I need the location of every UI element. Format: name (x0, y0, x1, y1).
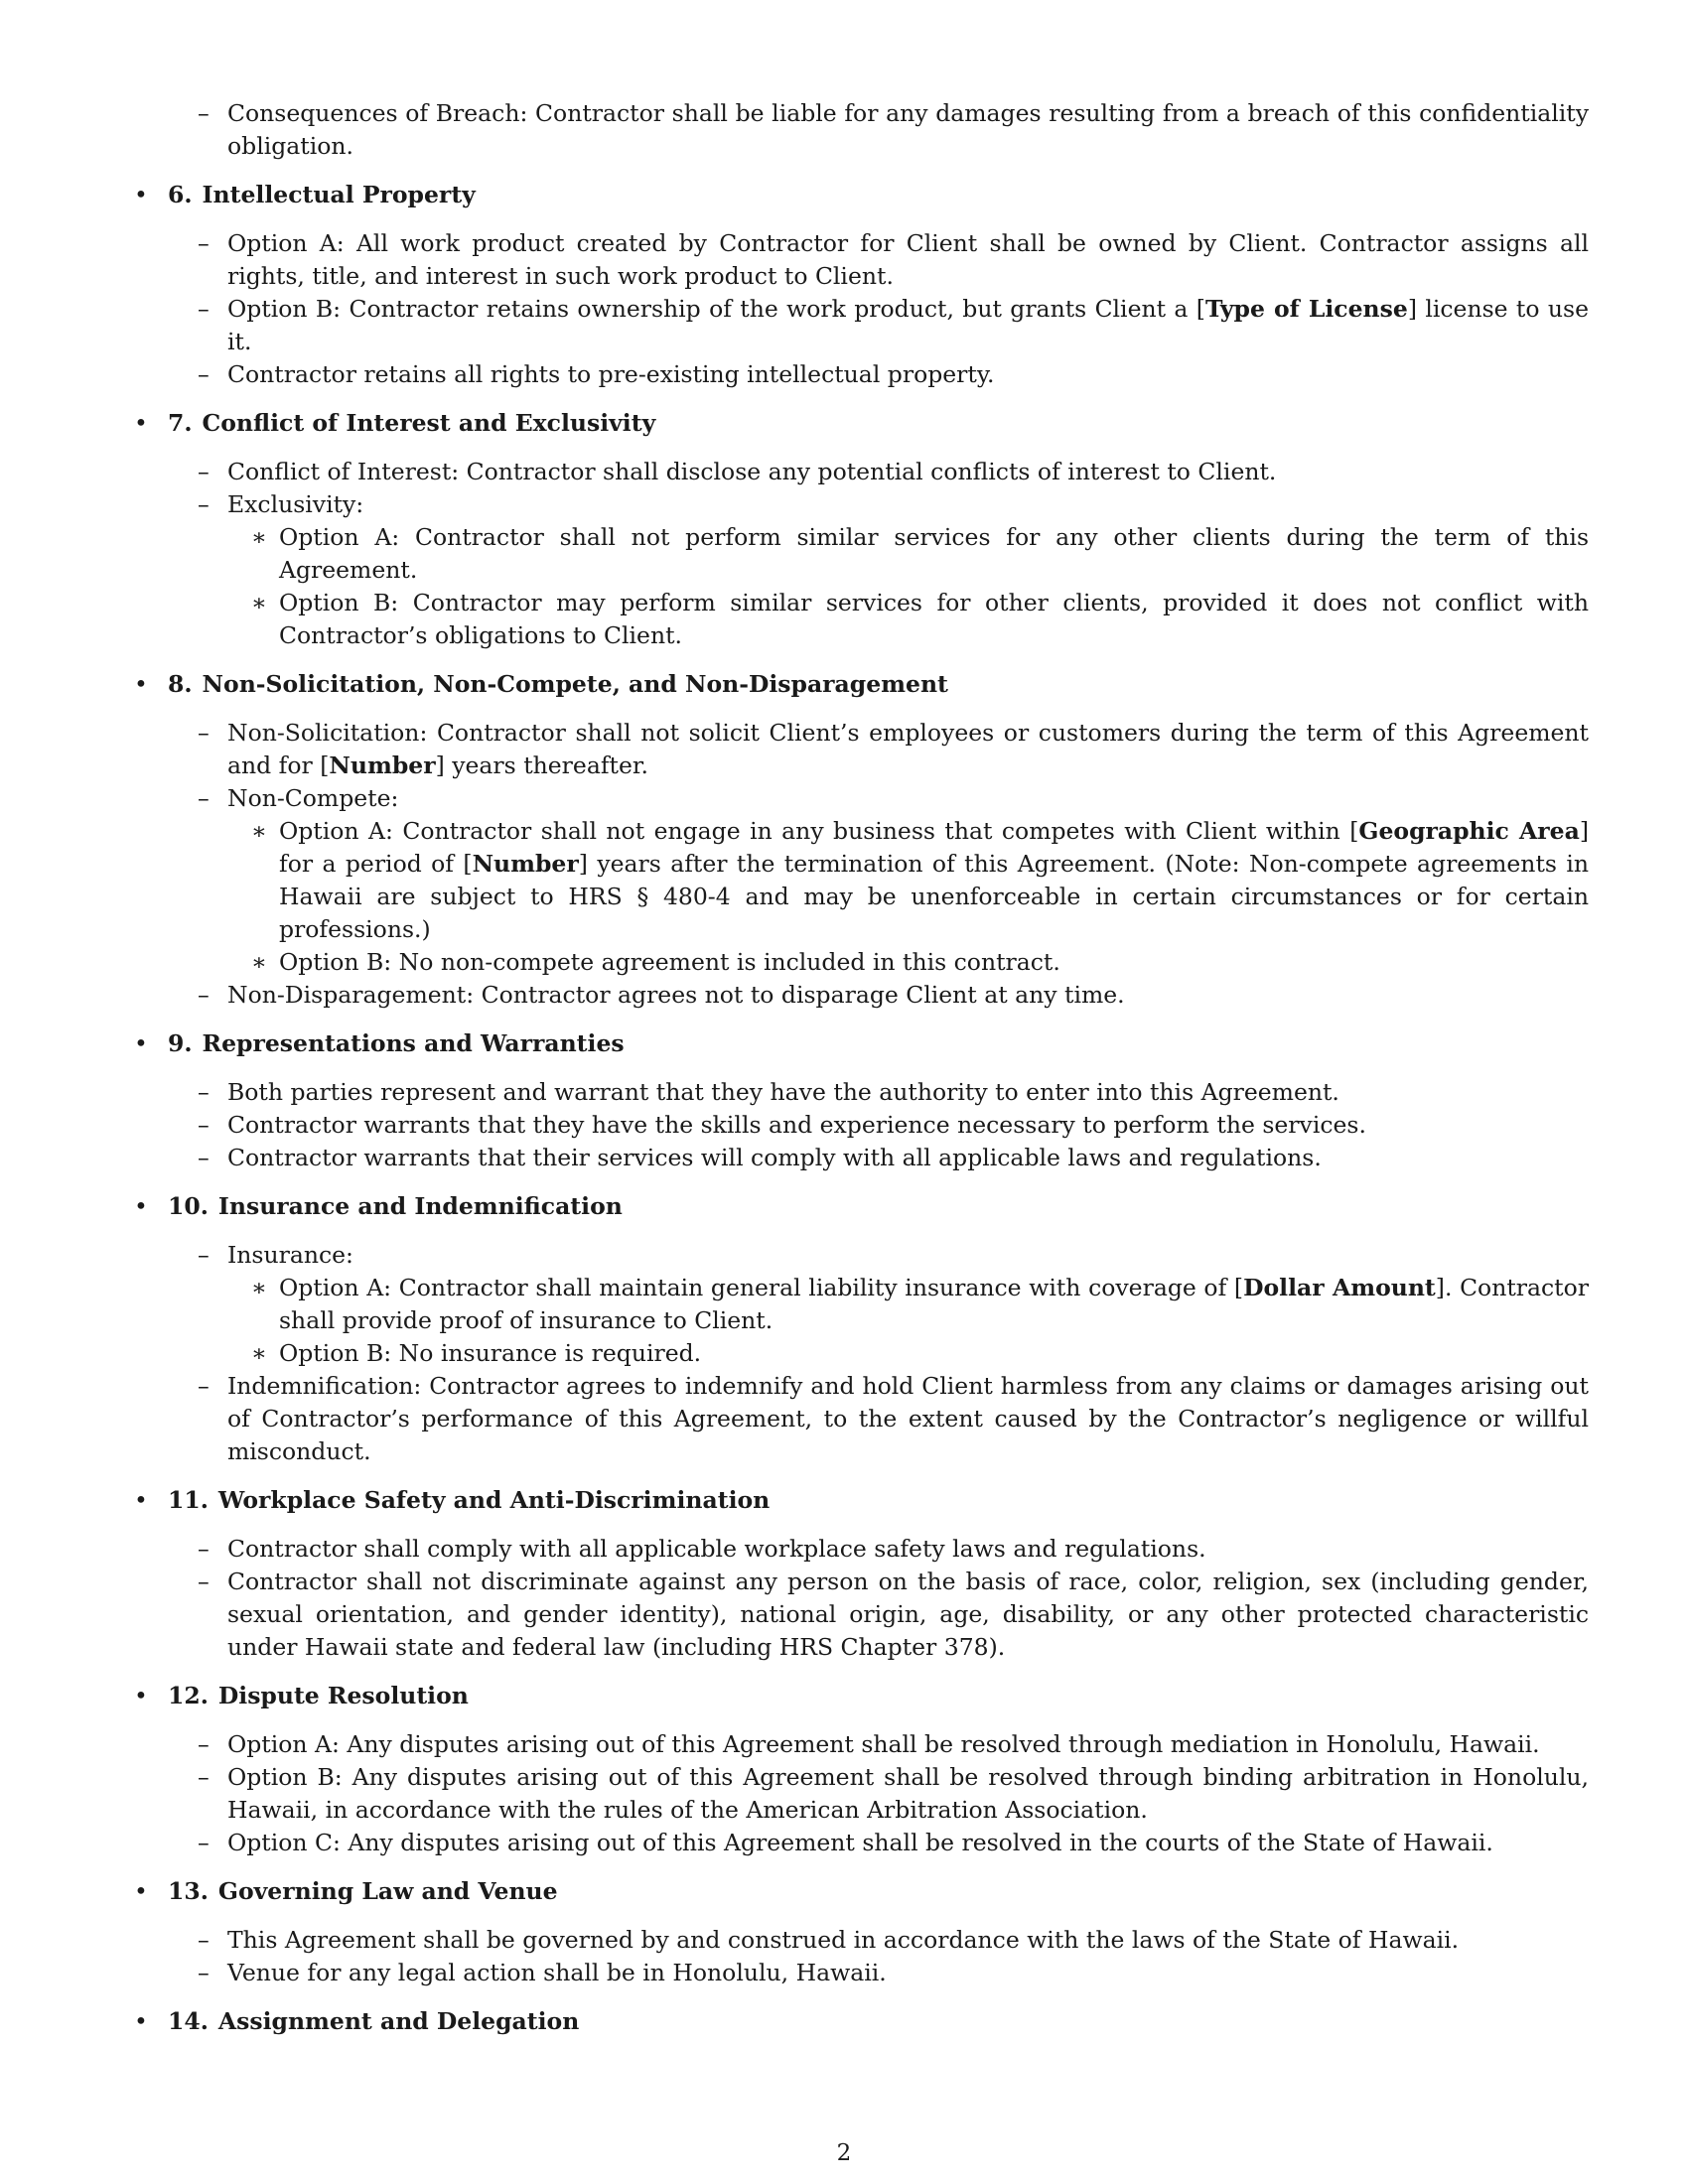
list-item (134, 293, 1589, 358)
section-number: 7. (168, 409, 193, 437)
dash-bullet: – (198, 1730, 210, 1758)
item-text: Non-Solicitation: Contractor shall not solicit Client’s employees or customers during the term of this Agreement and for [ (227, 719, 1589, 779)
item-text: Conflict of Interest: Contractor shall disclose any potential conflicts of interest to Client. (227, 458, 1277, 485)
list-item (134, 1761, 1589, 1827)
section-heading (134, 1875, 1589, 1908)
item-text: Option A: Contractor shall not engage in any business that competes with Client within [ (279, 817, 1359, 845)
list-item (134, 1239, 1589, 1272)
item-text: Both parties represent and warrant that they have the authority to enter into this Agreement. (227, 1078, 1339, 1106)
section-title: Governing Law and Venue (217, 1877, 558, 1905)
asterisk-bullet: ∗ (251, 948, 267, 976)
section-number: 14. (168, 2007, 209, 2035)
list-item (134, 1533, 1589, 1566)
dash-bullet: – (198, 360, 210, 388)
section-number: 9. (168, 1029, 193, 1057)
section-title: Dispute Resolution (217, 1682, 469, 1709)
section-7 (134, 407, 1589, 652)
item-text: Option A: All work product created by Contractor for Client shall be owned by Client. Contractor assigns all rights, title, and interest in such work product to Client. (227, 229, 1589, 290)
list-item (134, 782, 1589, 815)
section-title: Insurance and Indemnification (217, 1192, 623, 1220)
dash-bullet: – (198, 1535, 210, 1563)
list-item (134, 1924, 1589, 1957)
dash-bullet: – (198, 1078, 210, 1106)
dash-bullet: – (198, 981, 210, 1009)
page-number: 2 (836, 2140, 852, 2166)
list-item (134, 1827, 1589, 1859)
list-item (134, 227, 1589, 293)
section-title: Representations and Warranties (202, 1029, 625, 1057)
dash-bullet: – (198, 1568, 210, 1595)
list-item (134, 488, 1589, 521)
section-number: 10. (168, 1192, 209, 1220)
item-text: Option C: Any disputes arising out of this Agreement shall be resolved in the courts of the State of Hawaii. (227, 1829, 1493, 1856)
section-10 (134, 1190, 1589, 1468)
dash-bullet: – (198, 1241, 210, 1269)
placeholder-field: Number (472, 850, 579, 878)
dash-bullet: – (198, 1372, 210, 1400)
item-text: Option B: Any disputes arising out of this Agreement shall be resolved through binding arbitration in Honolulu, Hawaii, in accordance with the rules of the American Arbitration Association. (227, 1763, 1589, 1824)
dash-bullet: – (198, 784, 210, 812)
item-text: Exclusivity: (227, 490, 364, 518)
item-text: Option A: Contractor shall maintain general liability insurance with coverage of [ (279, 1274, 1244, 1301)
item-text: Contractor shall comply with all applicable workplace safety laws and regulations. (227, 1535, 1206, 1563)
dash-bullet: – (198, 1763, 210, 1791)
section-heading (134, 2005, 1589, 2038)
list-item (134, 1728, 1589, 1761)
item-text: Non-Disparagement: Contractor agrees not to disparage Client at any time. (227, 981, 1125, 1009)
section-heading (134, 1027, 1589, 1060)
item-text: Insurance: (227, 1241, 353, 1269)
sub-list-item (134, 521, 1589, 587)
item-text: Consequences of Breach: Contractor shall be liable for any damages resulting from a breach of this confidentiality obligation. (227, 99, 1589, 160)
section-title: Intellectual Property (202, 181, 476, 208)
asterisk-bullet: ∗ (251, 817, 267, 845)
dash-bullet: – (198, 458, 210, 485)
section-heading (134, 1680, 1589, 1712)
list-item (134, 456, 1589, 488)
section-title: Workplace Safety and Anti-Discrimination (217, 1486, 771, 1514)
item-text: Indemnification: Contractor agrees to indemnify and hold Client harmless from any claims or damages arising out of Contractor’s performance of this Agreement, to the extent caused by the Contractor’s negligence or willful misconduct. (227, 1372, 1589, 1465)
item-text: Venue for any legal action shall be in Honolulu, Hawaii. (227, 1959, 887, 1986)
item-text: ] years after the termination of this Agreement. (Note: Non-compete agreements in Hawaii are subject to HRS § 480-4 and may be unenforceable in certain circumstances or for certain professions.) (279, 850, 1589, 943)
placeholder-field: Geographic Area (1358, 817, 1580, 845)
section-number: 13. (168, 1877, 209, 1905)
sub-list-item (134, 1272, 1589, 1337)
sub-list-item (134, 587, 1589, 652)
item-text: Option B: Contractor may perform similar services for other clients, provided it does not conflict with Contractor’s obligations to Client. (279, 589, 1589, 649)
list-item (134, 1109, 1589, 1142)
section-heading (134, 668, 1589, 701)
asterisk-bullet: ∗ (251, 1274, 267, 1301)
section-8 (134, 668, 1589, 1012)
section-number: 12. (168, 1682, 209, 1709)
list-item (134, 358, 1589, 391)
list-item (134, 1957, 1589, 1989)
section-13 (134, 1875, 1589, 1989)
list-item (134, 717, 1589, 782)
section-heading (134, 1190, 1589, 1223)
item-text: ] for a period of [ (279, 817, 1589, 878)
dash-bullet: – (198, 490, 210, 518)
dash-bullet: – (198, 229, 210, 257)
section-heading (134, 407, 1589, 440)
item-text: ] license to use it. (227, 295, 1589, 355)
list-item (134, 1142, 1589, 1174)
dash-bullet: – (198, 1111, 210, 1139)
section-number: 6. (168, 181, 193, 208)
placeholder-field: Dollar Amount (1243, 1274, 1436, 1301)
item-text: Option B: Contractor retains ownership of the work product, but grants Client a [ (227, 295, 1205, 323)
item-text: ] years thereafter. (435, 751, 648, 779)
section-title: Assignment and Delegation (217, 2007, 580, 2035)
document-body (134, 97, 1589, 2054)
item-text: Option A: Contractor shall not perform similar services for any other clients during the term of this Agreement. (279, 523, 1589, 584)
list-item (134, 1370, 1589, 1468)
dash-bullet: – (198, 99, 210, 127)
placeholder-field: Type of License (1204, 295, 1408, 323)
sub-list-item (134, 946, 1589, 979)
list-item (134, 979, 1589, 1012)
section-12 (134, 1680, 1589, 1859)
sub-list-item (134, 1337, 1589, 1370)
item-text: Contractor warrants that they have the skills and experience necessary to perform the services. (227, 1111, 1366, 1139)
item-text: Contractor retains all rights to pre-existing intellectual property. (227, 360, 995, 388)
item-text: Option B: No insurance is required. (279, 1339, 702, 1367)
section-heading (134, 179, 1589, 211)
section-9 (134, 1027, 1589, 1174)
asterisk-bullet: ∗ (251, 589, 267, 616)
section-title: Conflict of Interest and Exclusivity (202, 409, 656, 437)
item-text: Non-Compete: (227, 784, 399, 812)
asterisk-bullet: ∗ (251, 523, 267, 551)
list-item (134, 97, 1589, 163)
section-number: 8. (168, 670, 193, 698)
dash-bullet: – (198, 1959, 210, 1986)
dash-bullet: – (198, 295, 210, 323)
section-6 (134, 179, 1589, 391)
list-item (134, 1076, 1589, 1109)
item-text: Contractor shall not discriminate against any person on the basis of race, color, religion, sex (including gender, sexual orientation, and gender identity), national origin, age, disability, or any other protected characteristic under Hawaii state and federal law (including HRS Chapter 378). (227, 1568, 1589, 1661)
item-text: Option A: Any disputes arising out of this Agreement shall be resolved through mediation in Honolulu, Hawaii. (227, 1730, 1540, 1758)
section-14 (134, 2005, 1589, 2038)
item-text: Contractor warrants that their services will comply with all applicable laws and regulations. (227, 1144, 1322, 1171)
section-title: Non-Solicitation, Non-Compete, and Non-Disparagement (202, 670, 948, 698)
item-text: ]. Contractor shall provide proof of insurance to Client. (279, 1274, 1590, 1334)
dash-bullet: – (198, 1144, 210, 1171)
dash-bullet: – (198, 1926, 210, 1954)
item-text: Option B: No non-compete agreement is included in this contract. (279, 948, 1060, 976)
placeholder-field: Number (329, 751, 436, 779)
sub-list-item (134, 815, 1589, 946)
dash-bullet: – (198, 719, 210, 747)
section-11 (134, 1484, 1589, 1664)
dash-bullet: – (198, 1829, 210, 1856)
section-heading (134, 1484, 1589, 1517)
list-item (134, 1566, 1589, 1664)
item-text: This Agreement shall be governed by and construed in accordance with the laws of the State of Hawaii. (227, 1926, 1460, 1954)
asterisk-bullet: ∗ (251, 1339, 267, 1367)
section-number: 11. (168, 1486, 209, 1514)
